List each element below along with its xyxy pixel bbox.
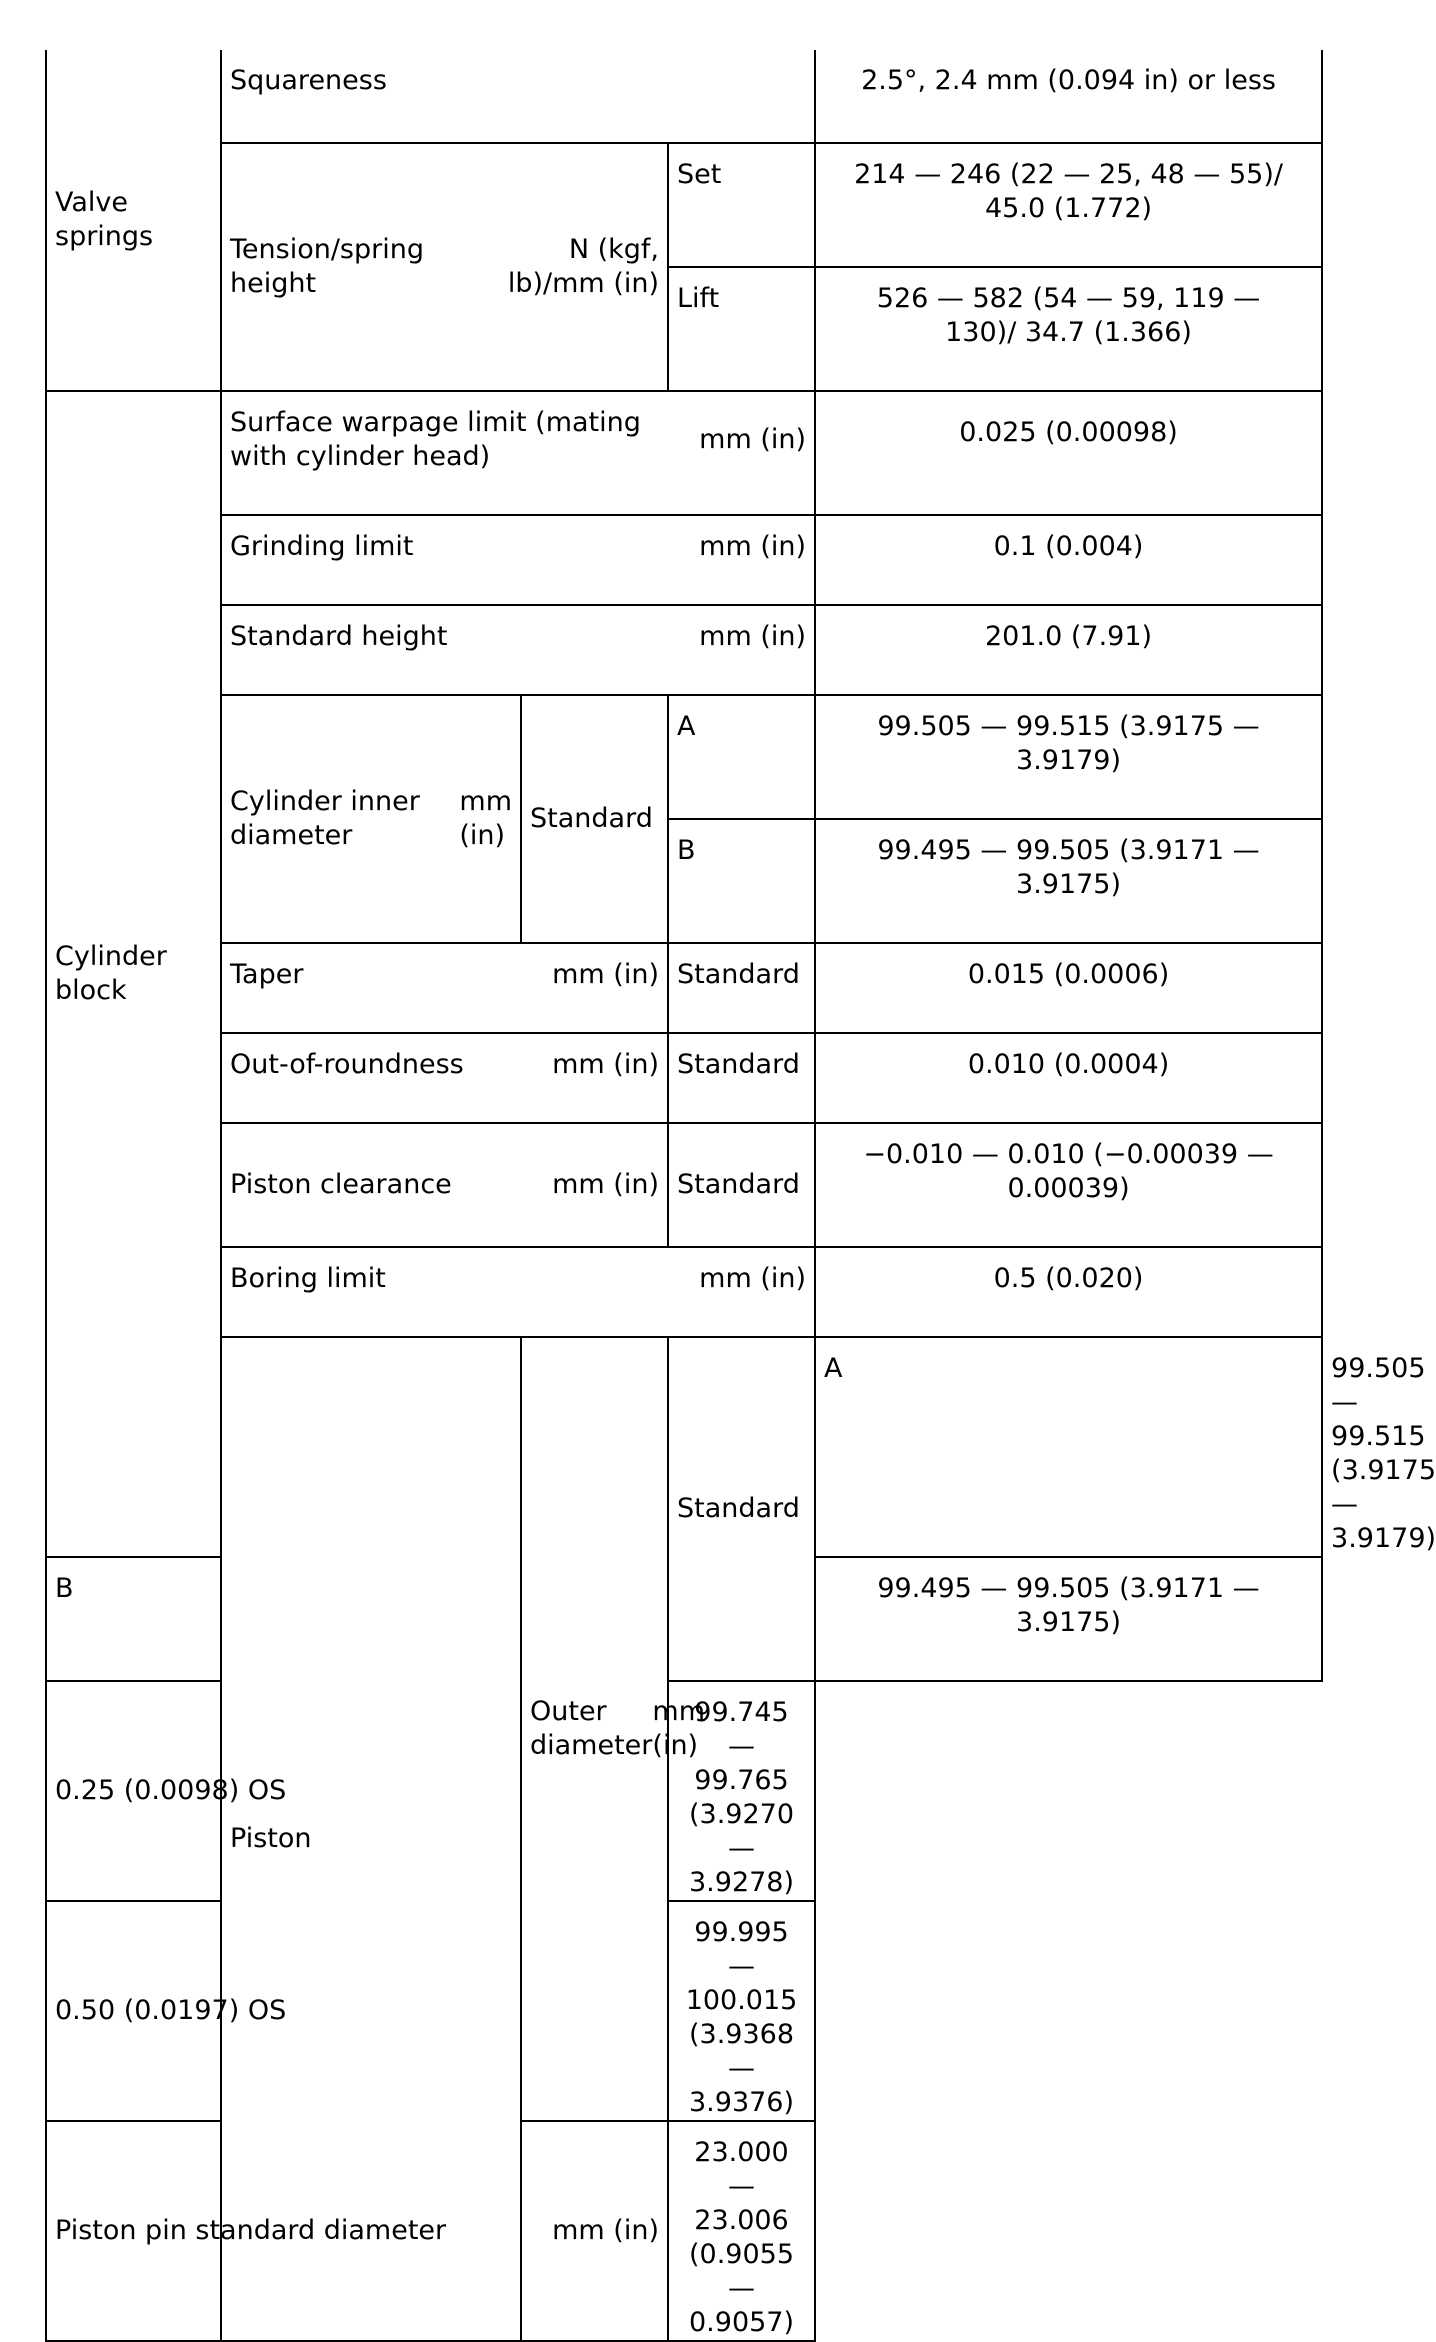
pin-value: 23.000 — 23.006 (0.9055 — 0.9057) (668, 2121, 815, 2341)
tension-label: Tension/spring height N (kgf, lb)/mm (in) (221, 143, 668, 391)
boring-label: Boring limit mm (in) (221, 1247, 815, 1337)
taper-standard: Standard (668, 943, 815, 1033)
os25-label: 0.25 (0.0098) OS (46, 1681, 521, 1901)
outer-b-label: B (46, 1557, 221, 1681)
piston-clearance-value: −0.010 — 0.010 (−0.00039 — 0.00039) (815, 1123, 1322, 1247)
taper-value: 0.015 (0.0006) (815, 943, 1322, 1033)
table-row (46, 1123, 1322, 1247)
std-height-label: Standard height mm (in) (221, 605, 815, 695)
inner-b-label: B (668, 819, 815, 943)
table-row (46, 605, 1322, 695)
inner-diameter-label: Cylinder inner diameter mm (in) (221, 695, 521, 943)
out-of-roundness-standard: Standard (668, 1033, 815, 1123)
table-row (46, 2121, 1322, 2341)
boring-value: 0.5 (0.020) (815, 1247, 1322, 1337)
warpage-value: 0.025 (0.00098) (815, 391, 1322, 515)
inner-b-value: 99.495 — 99.505 (3.9171 — 3.9175) (815, 819, 1322, 943)
outer-b-value: 99.495 — 99.505 (3.9171 — 3.9175) (815, 1557, 1322, 1681)
table-row: Piston Outer diameter mm (in) Standard A 99.505 — 99.515 (3.9175 — 3.9179) (46, 1337, 1322, 1557)
squareness-label: Squareness (221, 50, 815, 143)
std-height-value: 201.0 (7.91) (815, 605, 1322, 695)
out-of-roundness-value: 0.010 (0.0004) (815, 1033, 1322, 1123)
set-label: Set (668, 143, 815, 267)
squareness-value: 2.5°, 2.4 mm (0.094 in) or less (815, 50, 1322, 143)
grinding-label: Grinding limit mm (in) (221, 515, 815, 605)
table-row (46, 143, 1322, 267)
table-row (46, 695, 1322, 819)
outer-diameter-standard: Standard (668, 1337, 815, 1681)
out-of-roundness-label: Out-of-roundness mm (in) (221, 1033, 668, 1123)
inner-a-value: 99.505 — 99.515 (3.9175 — 3.9179) (815, 695, 1322, 819)
table-row (46, 1033, 1322, 1123)
table-row (46, 1901, 1322, 2121)
piston-clearance-label: Piston clearance mm (in) (221, 1123, 668, 1247)
group-label-piston: Piston (221, 1337, 521, 2341)
lift-value: 526 — 582 (54 — 59, 119 — 130)/ 34.7 (1.366) (815, 267, 1322, 391)
grinding-value: 0.1 (0.004) (815, 515, 1322, 605)
table-row (46, 50, 1322, 143)
group-label-valve-springs: Valve springs (46, 50, 221, 391)
os25-value: 99.745 — 99.765 (3.9270 — 3.9278) (668, 1681, 815, 1901)
os50-value: 99.995 — 100.015 (3.9368 — 3.9376) (668, 1901, 815, 2121)
inner-a-label: A (668, 695, 815, 819)
pin-label: Piston pin standard diameter mm (in) (46, 2121, 668, 2341)
piston-clearance-standard: Standard (668, 1123, 815, 1247)
taper-label: Taper mm (in) (221, 943, 668, 1033)
table-row (46, 515, 1322, 605)
warpage-label: Surface warpage limit (mating with cylinder head) mm (in) (221, 391, 815, 515)
group-label-cylinder-block: Cylinder block (46, 391, 221, 1557)
outer-diameter-label: Outer diameter mm (in) (521, 1337, 668, 2121)
set-value: 214 — 246 (22 — 25, 48 — 55)/ 45.0 (1.772) (815, 143, 1322, 267)
table-row (46, 391, 1322, 515)
table-row (46, 1247, 1322, 1337)
inner-diameter-standard: Standard (521, 695, 668, 943)
table-row (46, 943, 1322, 1033)
outer-a-label: A (815, 1337, 1322, 1557)
os50-label: 0.50 (0.0197) OS (46, 1901, 521, 2121)
lift-label: Lift (668, 267, 815, 391)
spec-table (45, 50, 1436, 2342)
